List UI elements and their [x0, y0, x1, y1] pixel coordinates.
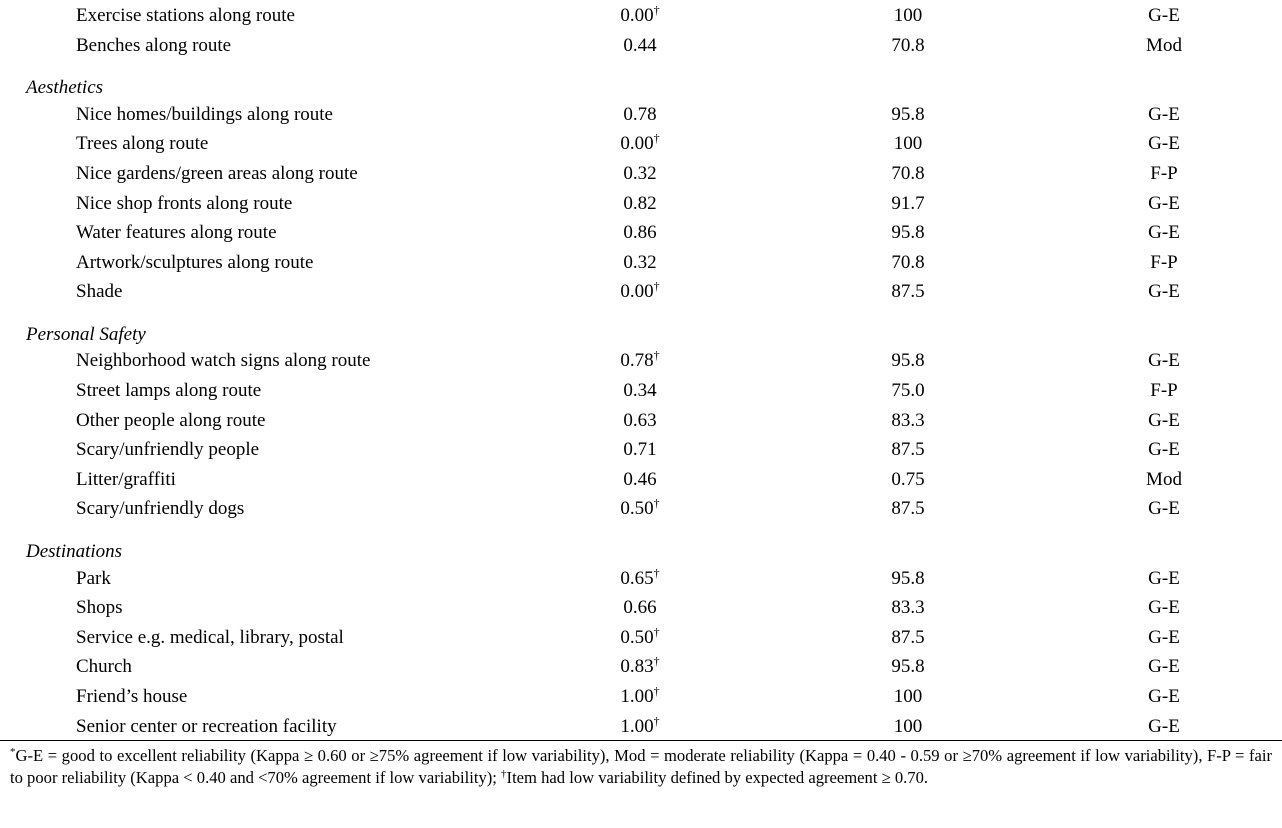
reliability-value: G-E: [1148, 567, 1180, 589]
agreement-value: 83.3: [891, 409, 925, 431]
agreement-value: 95.8: [891, 656, 925, 678]
table-row: [0, 712, 1282, 742]
kappa-value: 0.50: [620, 626, 654, 648]
table-footnote: [10, 745, 1272, 789]
item-name: Artwork/sculptures along route: [76, 251, 314, 273]
kappa-cell: [540, 31, 740, 61]
reliability-value: G-E: [1148, 409, 1180, 431]
kappa-cell: [540, 277, 740, 307]
item-name: Shade: [76, 281, 123, 303]
kappa-cell: [540, 218, 740, 248]
agreement-value: 83.3: [891, 597, 925, 619]
reliability-value: G-E: [1148, 222, 1180, 244]
agreement-value: 87.5: [891, 626, 925, 648]
reliability-value: G-E: [1148, 281, 1180, 303]
agreement-value: 100: [893, 715, 923, 737]
reliability-value: G-E: [1148, 192, 1180, 214]
kappa-value: 0.34: [623, 380, 657, 401]
agreement-value: 87.5: [891, 498, 925, 520]
agreement-value: 95.8: [891, 103, 925, 125]
table-row: [0, 682, 1282, 712]
table-row: [0, 465, 1282, 495]
table-row: [0, 623, 1282, 653]
kappa-value: 0.71: [623, 439, 657, 461]
kappa-cell: [540, 376, 740, 406]
table-row: [0, 593, 1282, 623]
kappa-value: 0.65: [620, 567, 654, 589]
kappa-value: 0.46: [623, 468, 657, 490]
kappa-value: 0.78: [623, 103, 657, 125]
item-name: Nice homes/buildings along route: [76, 103, 333, 125]
agreement-value: 95.8: [891, 567, 925, 589]
agreement-value: 95.8: [891, 350, 925, 372]
low-variability-mark: †: [653, 131, 660, 146]
low-variability-mark: †: [653, 683, 660, 698]
section-heading: Destinations: [26, 541, 123, 562]
agreement-value: 91.7: [891, 192, 925, 214]
reliability-value: G-E: [1148, 597, 1180, 619]
reliability-value: Mod: [1146, 34, 1182, 56]
kappa-value: 0.32: [623, 251, 657, 273]
footnote-star-mark: *: [10, 746, 16, 758]
kappa-cell: [540, 494, 740, 524]
kappa-cell: [540, 435, 740, 465]
agreement-value: 100: [893, 5, 923, 26]
reliability-value: G-E: [1148, 715, 1180, 737]
agreement-value: 75.0: [891, 380, 925, 401]
kappa-value: 0.66: [623, 597, 657, 619]
item-name: Trees along route: [76, 133, 209, 155]
reliability-value: G-E: [1148, 133, 1180, 155]
table-row: [0, 31, 1282, 61]
agreement-value: 70.8: [891, 251, 925, 273]
table-row: [0, 218, 1282, 248]
item-name: Senior center or recreation facility: [76, 715, 337, 737]
kappa-cell: [540, 406, 740, 436]
reliability-value: Mod: [1146, 468, 1182, 490]
kappa-cell: [540, 1, 740, 31]
table-row: [0, 277, 1282, 307]
table-row: [0, 189, 1282, 219]
item-name: Scary/unfriendly people: [76, 439, 260, 461]
kappa-value: 0.00: [620, 281, 654, 303]
kappa-cell: [540, 159, 740, 189]
kappa-value: 0.86: [623, 222, 657, 244]
low-variability-mark: †: [653, 654, 660, 669]
table-row: [0, 129, 1282, 159]
reliability-value: G-E: [1148, 439, 1180, 461]
reliability-value: G-E: [1148, 685, 1180, 707]
low-variability-mark: †: [653, 496, 660, 511]
agreement-value: 70.8: [891, 34, 925, 56]
table-row: [0, 100, 1282, 130]
reliability-value: F-P: [1150, 162, 1178, 184]
section-heading: Aesthetics: [26, 77, 104, 99]
kappa-value: 0.00: [620, 133, 654, 155]
item-name: Nice shop fronts along route: [76, 192, 293, 214]
low-variability-mark: †: [653, 624, 660, 639]
table-row: [0, 248, 1282, 278]
agreement-value: 100: [893, 133, 923, 155]
table-row: [0, 406, 1282, 436]
kappa-cell: [540, 189, 740, 219]
reliability-value: G-E: [1148, 103, 1180, 125]
kappa-value: 0.44: [623, 34, 657, 56]
item-name: Church: [76, 656, 132, 678]
section-heading: Personal Safety: [26, 323, 146, 345]
table-row: [0, 159, 1282, 189]
reliability-value: F-P: [1150, 251, 1178, 273]
kappa-cell: [540, 623, 740, 653]
low-variability-mark: †: [653, 565, 660, 580]
low-variability-mark: †: [653, 279, 660, 294]
low-variability-mark: †: [653, 3, 660, 17]
table-row: [0, 564, 1282, 594]
item-name: Service e.g. medical, library, postal: [76, 626, 344, 648]
item-name: Nice gardens/green areas along route: [76, 162, 358, 184]
table-bottom-rule: [0, 740, 1282, 741]
kappa-value: 0.50: [620, 498, 654, 520]
reliability-value: G-E: [1148, 498, 1180, 520]
agreement-value: 0.75: [891, 468, 925, 490]
low-variability-mark: †: [653, 348, 660, 363]
item-name: Scary/unfriendly dogs: [76, 498, 245, 520]
kappa-cell: [540, 564, 740, 594]
item-name: Friend’s house: [76, 685, 188, 707]
kappa-cell: [540, 593, 740, 623]
kappa-cell: [540, 712, 740, 742]
kappa-value: 0.82: [623, 192, 657, 214]
kappa-value: 0.83: [620, 656, 654, 678]
table-row: [0, 346, 1282, 376]
agreement-value: 95.8: [891, 222, 925, 244]
kappa-cell: [540, 129, 740, 159]
item-name: Other people along route: [76, 409, 266, 431]
kappa-cell: [540, 682, 740, 712]
footnote-dagger-mark: †: [501, 768, 507, 780]
item-name: Litter/graffiti: [76, 468, 176, 490]
kappa-value: 0.00: [620, 5, 654, 26]
reliability-value: G-E: [1148, 626, 1180, 648]
kappa-value: 1.00: [620, 685, 654, 707]
kappa-value: 1.00: [620, 715, 654, 737]
item-name: Neighborhood watch signs along route: [76, 350, 371, 372]
agreement-value: 70.8: [891, 162, 925, 184]
footnote-text-2: Item had low variability defined by expected agreement ≥ 0.70.: [506, 768, 929, 787]
kappa-value: 0.32: [623, 162, 657, 184]
kappa-cell: [540, 248, 740, 278]
table-row: [0, 494, 1282, 524]
reliability-value: F-P: [1150, 380, 1178, 401]
item-name: Street lamps along route: [76, 380, 262, 401]
agreement-value: 87.5: [891, 281, 925, 303]
kappa-cell: [540, 346, 740, 376]
reliability-value: G-E: [1148, 5, 1180, 26]
agreement-value: 87.5: [891, 439, 925, 461]
kappa-value: 0.78: [620, 350, 654, 372]
kappa-cell: [540, 100, 740, 130]
footnote-text-1: G-E = good to excellent reliability (Kappa ≥ 0.60 or ≥75% agreement if low variability), Mod = moderate reliability (Kappa = 0.40 - 0.59 or ≥70% agreement if low variability), F-P = fair to poor reliability (Kappa < 0.40 and <70% agreement if low variability);: [10, 746, 1272, 787]
item-name: Exercise stations along route: [76, 5, 295, 26]
item-name: Park: [76, 567, 111, 589]
kappa-cell: [540, 652, 740, 682]
item-name: Shops: [76, 597, 123, 619]
item-name: Water features along route: [76, 222, 277, 244]
agreement-value: 100: [893, 685, 923, 707]
table-row: [0, 1, 1282, 31]
item-name: Benches along route: [76, 34, 232, 56]
reliability-value: G-E: [1148, 350, 1180, 372]
reliability-value: G-E: [1148, 656, 1180, 678]
kappa-cell: [540, 465, 740, 495]
table-row: [0, 376, 1282, 406]
low-variability-mark: †: [653, 713, 660, 728]
table-row: [0, 435, 1282, 465]
table-row: [0, 652, 1282, 682]
kappa-value: 0.63: [623, 409, 657, 431]
